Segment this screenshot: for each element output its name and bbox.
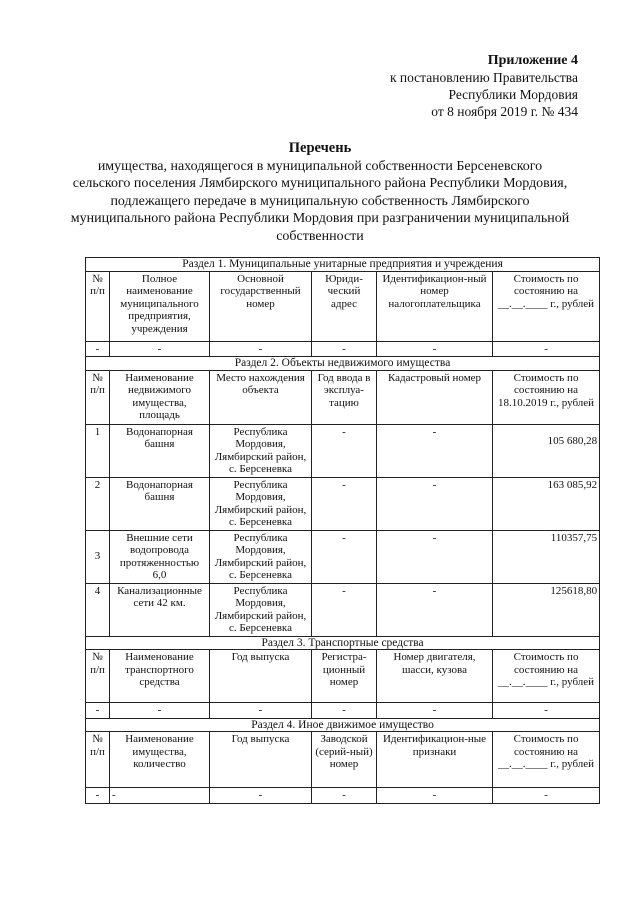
header-cell: Наименование транспортного средства xyxy=(110,650,210,703)
table-cell: - xyxy=(493,703,600,719)
header-cell: № п/п xyxy=(86,732,110,788)
section-4-header-row xyxy=(86,732,600,788)
table-cell: - xyxy=(377,530,493,583)
header-cell: Год выпуска xyxy=(210,732,312,788)
section-1-title-row xyxy=(86,258,600,272)
document-title xyxy=(70,140,570,245)
table-cell: Внешние сети водопровода протяженностью 6,0 xyxy=(110,530,210,583)
header-cell: Стоимость по состоянию на __.__.____ г., рублей xyxy=(493,271,600,341)
table-cell: Водонапорная башня xyxy=(110,424,210,477)
header-cell: № п/п xyxy=(86,271,110,341)
header-cell: Заводской (серий-ный) номер xyxy=(312,732,377,788)
table-cell: - xyxy=(377,788,493,804)
table-cell: 3 xyxy=(86,530,110,583)
table-cell: 4 xyxy=(86,583,110,636)
table-cell: - xyxy=(312,424,377,477)
table-row xyxy=(86,341,600,357)
header-cell: Идентификацион-ный номер налогоплательщика xyxy=(377,271,493,341)
section-4-title: Раздел 4. Иное движимое имущество xyxy=(86,718,600,732)
table-cell: Республика Мордовия, Лямбирский район, с. Берсеневка xyxy=(210,530,312,583)
table-cell: - xyxy=(312,583,377,636)
header-cell: Наименование имущества, количество xyxy=(110,732,210,788)
header-cell: Место нахождения объекта xyxy=(210,370,312,424)
title-heading: Перечень xyxy=(288,140,352,156)
appendix-block xyxy=(390,52,578,120)
appendix-date: от 8 ноября 2019 г. № 434 xyxy=(431,104,578,119)
header-cell: Стоимость по состоянию на 18.10.2019 г., рублей xyxy=(493,370,600,424)
table-cell: - xyxy=(377,703,493,719)
header-cell: Год ввода в эксплуа-тацию xyxy=(312,370,377,424)
table-cell: - xyxy=(86,341,110,357)
table-cell: - xyxy=(312,530,377,583)
header-cell: Юриди-ческий адрес xyxy=(312,271,377,341)
header-cell: № п/п xyxy=(86,370,110,424)
table-row xyxy=(86,703,600,719)
table-row xyxy=(86,583,600,636)
appendix-number: Приложение 4 xyxy=(487,53,578,68)
table-cell: Водонапорная башня xyxy=(110,477,210,530)
table-cell: - xyxy=(210,341,312,357)
section-3-header-row xyxy=(86,650,600,703)
header-cell: Стоимость по состоянию на __.__.____ г., рублей xyxy=(493,732,600,788)
header-cell: Кадастровый номер xyxy=(377,370,493,424)
table-row xyxy=(86,788,600,804)
section-3-title-row xyxy=(86,636,600,650)
header-cell: Номер двигателя, шасси, кузова xyxy=(377,650,493,703)
table-cell: 163 085,92 xyxy=(493,477,600,530)
property-table xyxy=(85,257,600,804)
header-cell: № п/п xyxy=(86,650,110,703)
header-cell: Год выпуска xyxy=(210,650,312,703)
table-cell: - xyxy=(110,703,210,719)
table-cell: - xyxy=(377,424,493,477)
table-row xyxy=(86,530,600,583)
table-cell: - xyxy=(312,788,377,804)
table-cell: - xyxy=(312,703,377,719)
table-row xyxy=(86,477,600,530)
header-cell: Стоимость по состоянию на __.__.____ г., рублей xyxy=(493,650,600,703)
section-3-title: Раздел 3. Транспортные средства xyxy=(86,636,600,650)
appendix-line-1: к постановлению Правительства xyxy=(389,70,578,85)
section-2-title-row xyxy=(86,357,600,371)
header-cell: Идентификацион-ные признаки xyxy=(377,732,493,788)
table-cell: - xyxy=(210,703,312,719)
section-2-header-row xyxy=(86,370,600,424)
table-cell: 105 680,28 xyxy=(493,424,600,477)
header-cell: Регистра-ционный номер xyxy=(312,650,377,703)
table-cell: - xyxy=(86,788,110,804)
table-cell: - xyxy=(493,341,600,357)
table-cell: 2 xyxy=(86,477,110,530)
header-cell: Наименование недвижимого имущества, площадь xyxy=(110,370,210,424)
section-1-title: Раздел 1. Муниципальные унитарные предприятия и учреждения xyxy=(86,258,600,272)
header-cell: Полное наименование муниципального предприятия, учреждения xyxy=(110,271,210,341)
table-cell: - xyxy=(377,341,493,357)
table-cell: - xyxy=(110,341,210,357)
appendix-line-2: Республики Мордовия xyxy=(448,87,578,102)
table-cell: - xyxy=(377,477,493,530)
table-cell: Канализационные сети 42 км. xyxy=(110,583,210,636)
table-cell: Республика Мордовия, Лямбирский район, с. Берсеневка xyxy=(210,477,312,530)
table-row xyxy=(86,424,600,477)
title-body: имущества, находящегося в муниципальной собственности Берсеневского сельского поселения Лямбирского муниципального района Республики Мордовия, подлежащего передаче в муниципальную собственность Лямбирского муниципального района Республики Мордовия при разграничении муниципальной собственности xyxy=(70,158,570,244)
table-cell: 125618,80 xyxy=(493,583,600,636)
section-2-title: Раздел 2. Объекты недвижимого имущества xyxy=(86,357,600,371)
table-cell: 110357,75 xyxy=(493,530,600,583)
header-cell: Основной государственный номер xyxy=(210,271,312,341)
table-cell: Республика Мордовия, Лямбирский район, с. Берсеневка xyxy=(210,424,312,477)
section-1-header-row xyxy=(86,271,600,341)
table-cell: - xyxy=(493,788,600,804)
table-cell: - xyxy=(312,341,377,357)
table-cell: - xyxy=(312,477,377,530)
section-4-title-row xyxy=(86,718,600,732)
table-cell: - xyxy=(210,788,312,804)
table-cell: 1 xyxy=(86,424,110,477)
table-cell: - xyxy=(110,788,210,804)
table-cell: - xyxy=(86,703,110,719)
table-cell: - xyxy=(377,583,493,636)
table-cell: Республика Мордовия, Лямбирский район, с. Берсеневка xyxy=(210,583,312,636)
